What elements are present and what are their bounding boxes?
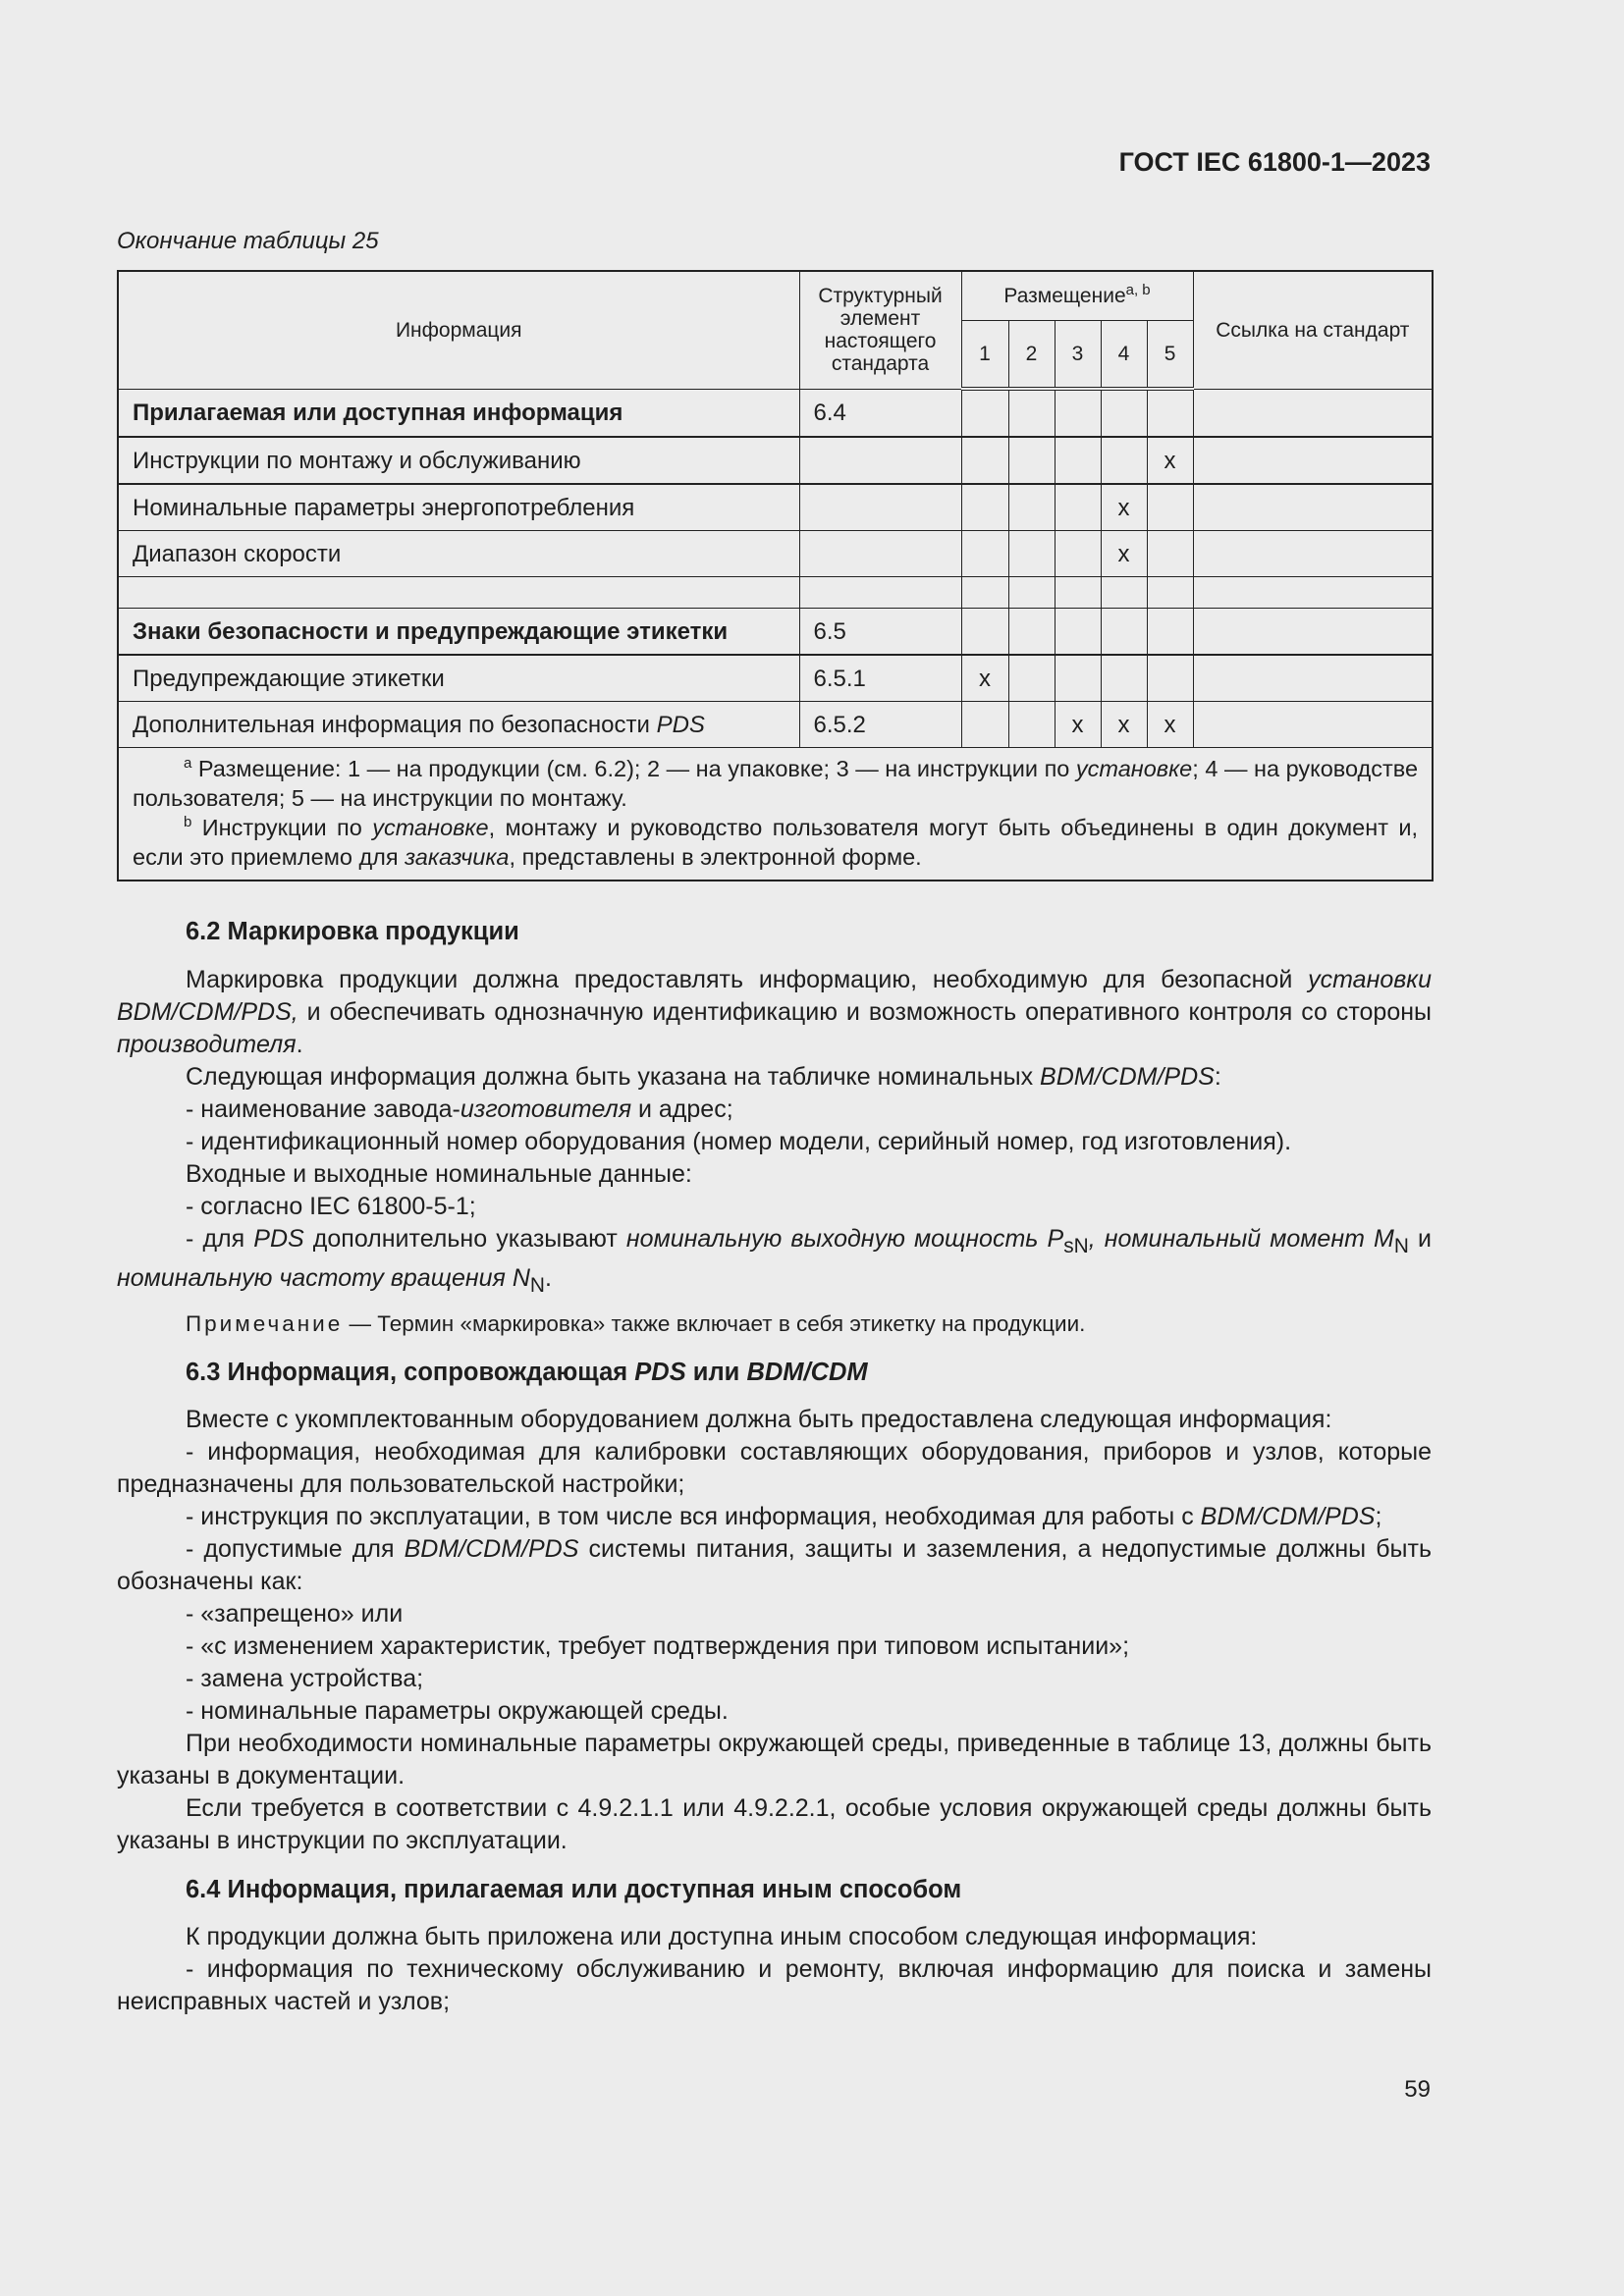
row-mark: [1008, 655, 1055, 702]
row-mark: x: [1147, 437, 1193, 484]
row-mark: [961, 389, 1008, 437]
list-item: - номинальные параметры окружающей среды.: [186, 1697, 729, 1725]
list-item: - «запрещено» или: [186, 1600, 404, 1628]
row-mark: [1147, 577, 1193, 609]
row-mark: [1147, 531, 1193, 577]
paragraph: Следующая информация должна быть указана на табличке номинальных BDM/CDM/PDS:: [186, 1063, 1221, 1091]
row-info: Предупреждающие этикетки: [118, 655, 799, 702]
row-info: Номинальные параметры энергопотребления: [118, 484, 799, 531]
row-mark: [1101, 655, 1147, 702]
table-row: [118, 609, 1433, 656]
table-row: [118, 655, 1433, 702]
row-mark: x: [1101, 702, 1147, 748]
row-mark: [1147, 484, 1193, 531]
row-reference: [1193, 437, 1433, 484]
body-text: [117, 916, 1432, 2018]
list-item: - информация, необходимая для калибровки составляющих оборудования, приборов и узлов, которые предназначены для пользовательской настройки;: [117, 1438, 1432, 1498]
paragraph: При необходимости номинальные параметры окружающей среды, приведенные в таблице 13, должны быть указаны в документации.: [117, 1730, 1432, 1789]
row-info: Инструкции по монтажу и обслуживанию: [118, 437, 799, 484]
table-25: [117, 270, 1434, 881]
row-mark: x: [1101, 531, 1147, 577]
row-element: 6.4: [799, 389, 961, 437]
row-element: [799, 437, 961, 484]
table-row: [118, 389, 1433, 437]
list-item: - информация по техническому обслуживанию и ремонту, включая информацию для поиска и замены неисправных частей и узлов;: [117, 1955, 1432, 2015]
row-info: Дополнительная информация по безопасности PDS: [118, 702, 799, 748]
row-mark: [961, 702, 1008, 748]
row-element: 6.5.1: [799, 655, 961, 702]
row-mark: [1008, 577, 1055, 609]
header-col-5: 5: [1147, 320, 1193, 389]
row-mark: [1008, 437, 1055, 484]
header-col-4: 4: [1101, 320, 1147, 389]
paragraph: К продукции должна быть приложена или доступна иным способом следующая информация:: [186, 1923, 1258, 1950]
row-element: 6.5: [799, 609, 961, 656]
row-reference: [1193, 655, 1433, 702]
row-mark: [1008, 389, 1055, 437]
paragraph: Входные и выходные номинальные данные:: [186, 1160, 692, 1188]
row-mark: [1008, 609, 1055, 656]
paragraph: Вместе с укомплектованным оборудованием должна быть предоставлена следующая информация:: [186, 1406, 1332, 1433]
table-notes-row: [118, 748, 1433, 881]
row-element: [799, 531, 961, 577]
row-info: [118, 577, 799, 609]
row-mark: [1101, 577, 1147, 609]
table-row: [118, 577, 1433, 609]
row-mark: [1008, 484, 1055, 531]
row-mark: [1147, 609, 1193, 656]
heading-6-2: 6.2 Маркировка продукции: [186, 918, 519, 945]
heading-6-4: 6.4 Информация, прилагаемая или доступная иным способом: [186, 1876, 962, 1903]
list-item: - идентификационный номер оборудования (номер модели, серийный номер, год изготовления).: [186, 1128, 1292, 1155]
row-reference: [1193, 702, 1433, 748]
header-col-2: 2: [1008, 320, 1055, 389]
page-number: 59: [1404, 2076, 1431, 2103]
table-caption: Окончание таблицы 25: [117, 228, 379, 254]
header-col-3: 3: [1055, 320, 1101, 389]
row-element: 6.5.2: [799, 702, 961, 748]
header-col-1: 1: [961, 320, 1008, 389]
note-a: $^a$ Размещение: 1 — на продукции (см. 6.2); 2 — на упаковке; 3 — на инструкции по установке; 4 — на руководстве пользователя; 5 — на инструкции по монтажу.: [133, 755, 1419, 811]
table-row: [118, 484, 1433, 531]
row-mark: [961, 577, 1008, 609]
header-element: Структурный элемент настоящего стандарта: [799, 271, 961, 389]
row-mark: [1055, 531, 1101, 577]
row-info: Прилагаемая или доступная информация: [118, 389, 799, 437]
row-mark: x: [1055, 702, 1101, 748]
row-mark: x: [961, 655, 1008, 702]
row-element: [799, 577, 961, 609]
note: Примечание — Термин «маркировка» также включает в себя этикетку на продукции.: [186, 1311, 1086, 1336]
row-reference: [1193, 609, 1433, 656]
row-reference: [1193, 531, 1433, 577]
row-mark: [1101, 609, 1147, 656]
row-mark: [1055, 655, 1101, 702]
row-mark: [1055, 577, 1101, 609]
row-mark: [1008, 531, 1055, 577]
row-reference: [1193, 577, 1433, 609]
row-mark: [1101, 389, 1147, 437]
paragraph: Маркировка продукции должна предоставлять информацию, необходимую для безопасной установки BDM/CDM/PDS, и обеспечивать однозначную идентификацию и возможность оперативного контроля со стороны производителя.: [117, 966, 1432, 1058]
row-mark: [1055, 609, 1101, 656]
list-item: - инструкция по эксплуатации, в том числе вся информация, необходимая для работы с BDM/CDM/PDS;: [186, 1503, 1382, 1530]
table-row: [118, 437, 1433, 484]
list-item: - замена устройства;: [186, 1665, 424, 1692]
heading-6-3: 6.3 Информация, сопровождающая PDS или BDM/CDM: [186, 1359, 868, 1386]
list-item: - допустимые для BDM/CDM/PDS системы питания, защиты и заземления, а недопустимые должны быть обозначены как:: [117, 1535, 1432, 1595]
row-mark: [1147, 389, 1193, 437]
header-reference: Ссылка на стандарт: [1193, 271, 1433, 389]
row-mark: [961, 484, 1008, 531]
list-item: - согласно IEC 61800-5-1;: [186, 1193, 476, 1220]
row-mark: [961, 437, 1008, 484]
row-mark: [1055, 484, 1101, 531]
list-item: - наименование завода-изготовителя и адрес;: [186, 1095, 733, 1123]
row-info: Знаки безопасности и предупреждающие этикетки: [118, 609, 799, 656]
row-mark: [1147, 655, 1193, 702]
row-mark: [961, 609, 1008, 656]
row-mark: [1055, 389, 1101, 437]
list-item: - «с изменением характеристик, требует подтверждения при типовом испытании»;: [186, 1632, 1130, 1660]
note-b: $^b$ Инструкции по установке, монтажу и руководство пользователя могут быть объединены в один документ и, если это приемлемо для заказчика, представлены в электронной форме.: [133, 814, 1419, 870]
row-reference: [1193, 484, 1433, 531]
table-notes: [118, 748, 1433, 881]
row-mark: [1101, 437, 1147, 484]
row-element: [799, 484, 961, 531]
table-row: [118, 531, 1433, 577]
table-row: [118, 702, 1433, 748]
row-mark: x: [1147, 702, 1193, 748]
row-info: Диапазон скорости: [118, 531, 799, 577]
header-info: Информация: [118, 271, 799, 389]
paragraph: Если требуется в соответствии с 4.9.2.1.1 или 4.9.2.2.1, особые условия окружающей среды должны быть указаны в инструкции по эксплуатации.: [117, 1794, 1432, 1854]
row-reference: [1193, 389, 1433, 437]
row-mark: [1008, 702, 1055, 748]
header-placement: Размещение$^{a, b}$: [961, 271, 1193, 320]
standard-header: ГОСТ IEC 61800-1—2023: [1118, 147, 1431, 177]
row-mark: [961, 531, 1008, 577]
row-mark: [1055, 437, 1101, 484]
row-mark: x: [1101, 484, 1147, 531]
list-item: - для PDS дополнительно указывают номинальную выходную мощность $P_{sN}$, номинальный момент $M_N$ и номинальную частоту вращения $N_N$.: [117, 1225, 1432, 1297]
